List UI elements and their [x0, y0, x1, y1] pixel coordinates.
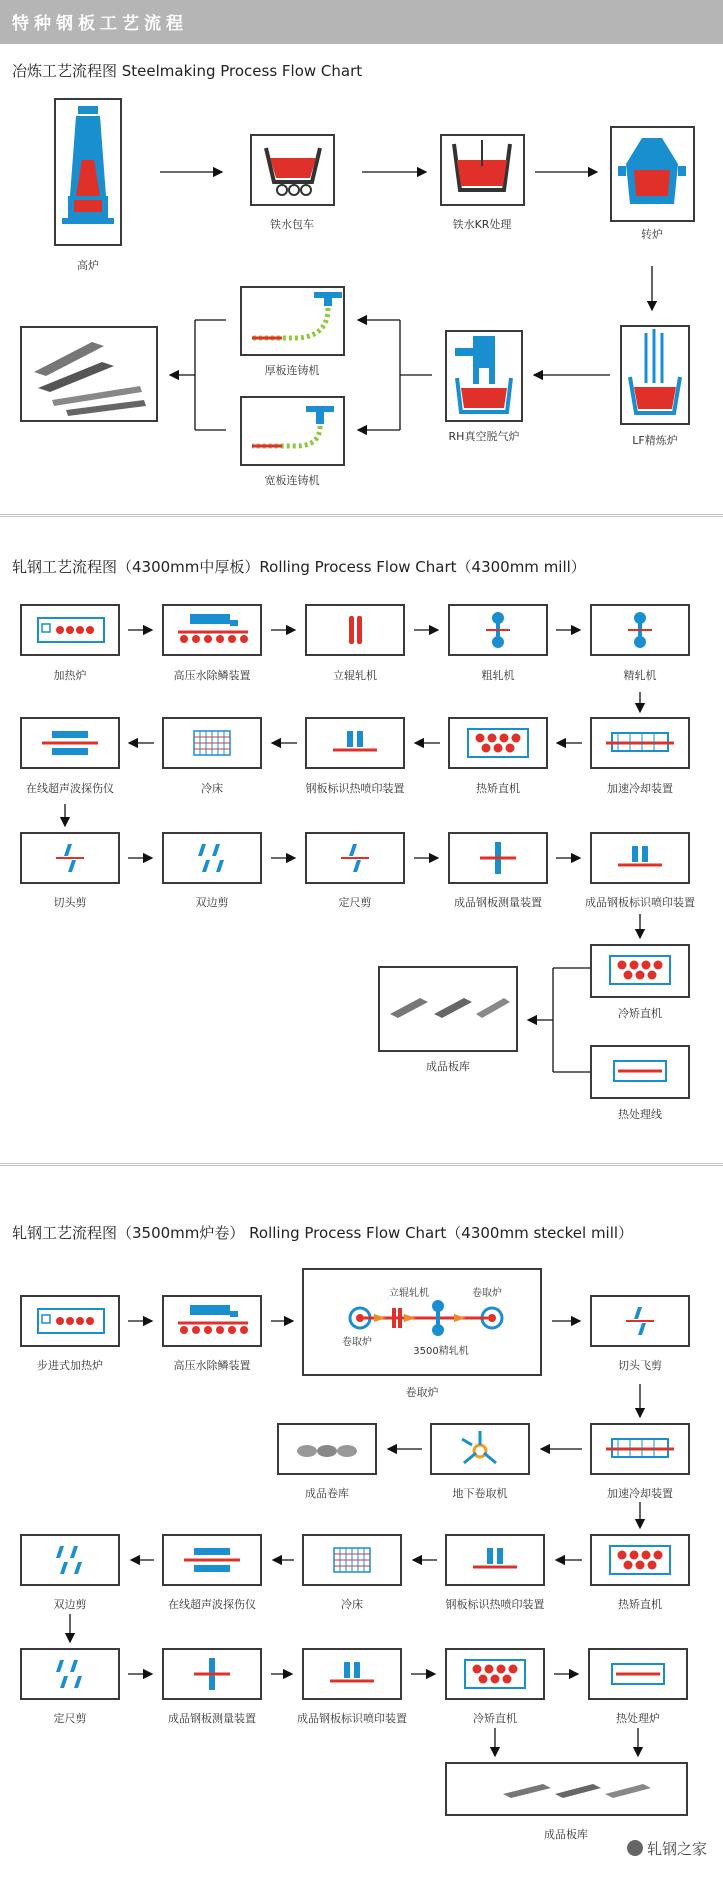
section-title-rolling-coil: 轧钢工艺流程图（3500mm炉卷） Rolling Process Flow Chart（4300mm steckel mill） — [12, 1224, 634, 1242]
node-label: 钢板标识热喷印装置 — [305, 782, 405, 795]
node-label: 加速冷却装置 — [607, 1487, 673, 1500]
node-label: 定尺剪 — [338, 896, 372, 909]
node-label: 切头剪 — [53, 896, 87, 909]
node-label: 厚板连铸机 — [264, 364, 320, 377]
node-label: 立辊轧机 — [333, 669, 377, 682]
node-label: 冷矫直机 — [473, 1712, 517, 1725]
node-label: 精轧机 — [623, 669, 657, 682]
node-label: 高压水除鳞装置 — [173, 1359, 251, 1372]
node-label: 加热炉 — [53, 669, 87, 682]
node-label: 热处理炉 — [616, 1712, 660, 1725]
node-label: 在线超声波探伤仪 — [26, 782, 114, 795]
steckel-label: 3500精轧机 — [413, 1346, 469, 1357]
node-label: 地下卷取机 — [452, 1487, 508, 1500]
node-label: 铁水KR处理 — [452, 218, 512, 231]
node-label: 成品板库 — [544, 1828, 588, 1841]
node-label: 热处理线 — [618, 1108, 662, 1121]
node-label: 转炉 — [641, 228, 663, 241]
node-label: 成品钢板标识喷印装置 — [585, 896, 695, 909]
node-label: 冷矫直机 — [618, 1007, 662, 1020]
node-label: 加速冷却装置 — [607, 782, 673, 795]
node-label: 成品卷库 — [305, 1487, 349, 1500]
node-label: 双边剪 — [53, 1598, 87, 1611]
node-label: 成品板库 — [426, 1060, 470, 1073]
node-label: 冷床 — [201, 782, 223, 795]
page-title: 特种钢板工艺流程 — [12, 14, 188, 34]
node-label: 高压水除鳞装置 — [173, 669, 251, 682]
node-label: 成品钢板测量装置 — [454, 896, 542, 909]
steckel-label: 卷取炉 — [472, 1288, 502, 1299]
node-label: 粗轧机 — [481, 669, 515, 682]
watermark: 轧钢之家 — [627, 1838, 707, 1859]
wechat-icon — [627, 1840, 643, 1856]
section-title-rolling-plate: 轧钢工艺流程图（4300mm中厚板）Rolling Process Flow Chart（4300mm mill） — [12, 558, 586, 576]
section-title-steelmaking: 冶炼工艺流程图 Steelmaking Process Flow Chart — [12, 62, 363, 80]
node-label: 钢板标识热喷印装置 — [445, 1598, 545, 1611]
node-label: 高炉 — [77, 259, 99, 272]
node-label: LF精炼炉 — [632, 434, 678, 447]
node-label: 卷取炉 — [405, 1386, 439, 1399]
node-label: 成品钢板测量装置 — [168, 1712, 256, 1725]
node-label: 热矫直机 — [618, 1598, 662, 1611]
node-label: 步进式加热炉 — [37, 1359, 103, 1372]
node-label: 热矫直机 — [476, 782, 520, 795]
steckel-label: 立辊轧机 — [389, 1288, 429, 1299]
node-label: 冷床 — [341, 1598, 363, 1611]
node-label: 成品钢板标识喷印装置 — [297, 1712, 407, 1725]
node-label: 宽板连铸机 — [264, 474, 320, 487]
node-label: 在线超声波探伤仪 — [168, 1598, 256, 1611]
steckel-label: 卷取炉 — [342, 1337, 372, 1348]
node-label: 定尺剪 — [53, 1712, 87, 1725]
node-label: 双边剪 — [195, 896, 229, 909]
node-label: 铁水包车 — [270, 218, 314, 231]
node-label: RH真空脱气炉 — [448, 430, 520, 443]
node-label: 切头飞剪 — [618, 1359, 662, 1372]
